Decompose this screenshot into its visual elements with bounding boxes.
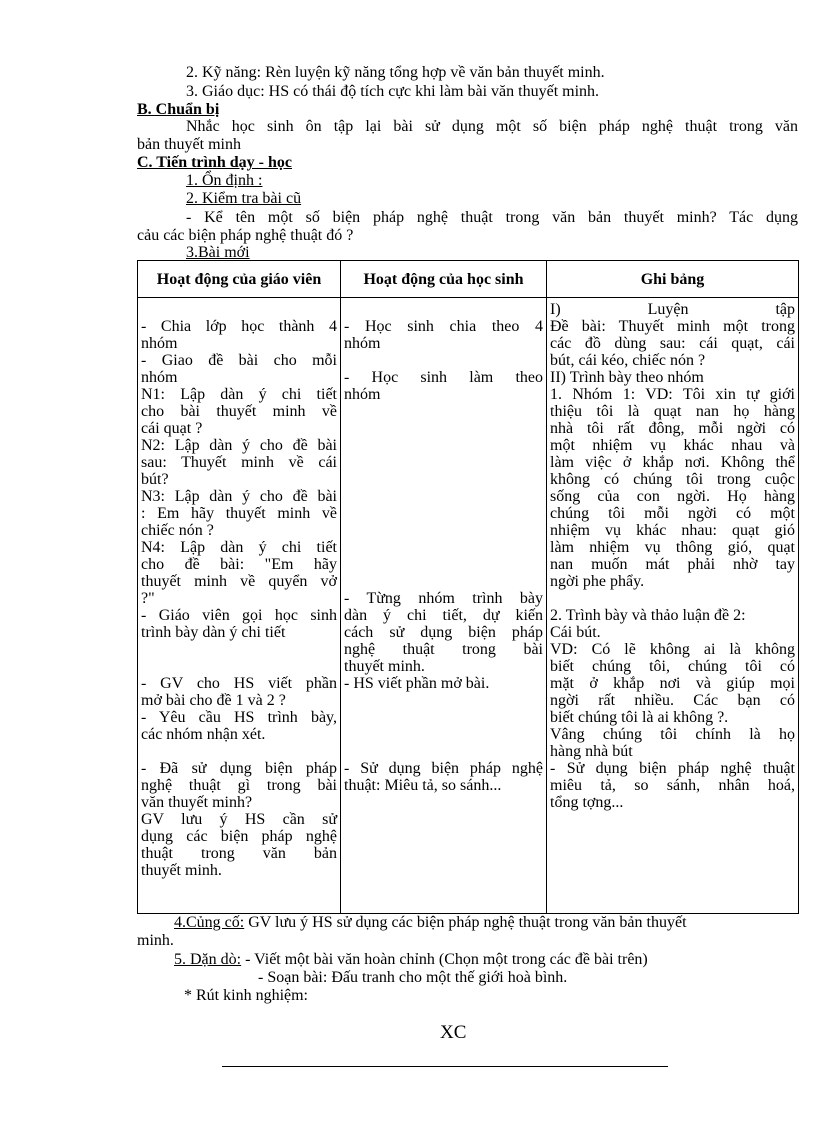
cell-line <box>344 301 543 318</box>
cell-line: - Sử dụng biện pháp nghệ thuật <box>550 760 795 777</box>
homework-label: 5. Dặn dò: <box>174 951 242 968</box>
cell-line: cho bài thuyết minh về <box>141 403 337 420</box>
cell-line: cho đề bài: "Em hãy <box>141 556 337 573</box>
header-teacher: Hoạt động của giáo viên <box>138 261 341 298</box>
cell-line: thiệu tôi là quạt nan họ hàng <box>550 403 795 420</box>
cell-line: dàn ý chi tiết, dự kiến <box>344 607 543 624</box>
header-student: Hoạt động của học sinh <box>341 261 547 298</box>
cell-line: sau: Thuyết minh về cái <box>141 454 337 471</box>
cell-line: ngời rất nhiều. Các bạn có <box>550 692 795 709</box>
section-b-heading: B. Chuẩn bị <box>137 101 220 118</box>
cell-line: làm nhiệm vụ thông gió, quạt <box>550 539 795 556</box>
cell-line: : Em hãy thuyết minh về <box>141 505 337 522</box>
cell-line: trình bày dàn ý chi tiết <box>141 624 286 641</box>
cell-line <box>344 403 543 420</box>
cell-line: Vâng chúng tôi chính là họ <box>550 726 795 743</box>
cell-line: N3: Lập dàn ý cho đề bài <box>141 488 337 505</box>
cell-line <box>344 556 543 573</box>
cell-line: thuật: Miêu tả, so sánh... <box>344 777 502 794</box>
cell-line: - Sử dụng biện pháp nghệ <box>344 760 543 777</box>
cell-line: miêu tả, so sánh, nhân hoá, <box>550 777 795 794</box>
teacher-activities <box>138 298 341 914</box>
cell-line: ?" <box>141 590 155 607</box>
step-3: 3.Bài mới <box>186 244 250 261</box>
cell-line: biết chúng tôi là ai không ?. <box>550 709 729 726</box>
student-activities <box>341 298 547 914</box>
cell-line: không có chúng tôi trong cuộc <box>550 471 795 488</box>
cell-line: bút, cái kéo, chiếc nón ? <box>550 352 706 369</box>
cell-line: 2. Trình bày và thảo luận đề 2: <box>550 607 746 624</box>
cell-line: nan muốn mát phải nhờ tay <box>550 556 795 573</box>
cell-line: - Chia lớp học thành 4 <box>141 318 337 335</box>
homework-2: - Soạn bài: Đấu tranh cho một thế giới hoà bình. <box>258 969 568 986</box>
cell-line: tổng tợng... <box>550 794 624 811</box>
cell-line: - Giáo viên gọi học sinh <box>141 607 337 624</box>
table-body-row <box>138 298 799 914</box>
homework-1: - Viết một bài văn hoàn chỉnh (Chọn một trong các đề bài trên) <box>241 951 648 968</box>
cell-line: - Yêu cầu HS trình bày, <box>141 709 337 726</box>
review-question-1: - Kể tên một số biện pháp nghệ thuật trong văn bản thuyết minh? Tác dụng <box>186 209 798 226</box>
cell-line <box>141 658 337 675</box>
cell-line: VD: Có lẽ không ai là không <box>550 641 795 658</box>
cell-line: cái quạt ? <box>141 420 203 437</box>
cell-line: làm việc ở khắp nơi. Không thể <box>550 454 795 471</box>
cell-line: - Học sinh chia theo 4 <box>344 318 543 335</box>
step-2: 2. Kiểm tra bài cũ <box>186 190 302 207</box>
cell-line: chiếc nón ? <box>141 522 214 539</box>
cell-line: các nhóm nhận xét. <box>141 726 266 743</box>
cell-line: GV lưu ý HS cần sử <box>141 811 337 828</box>
cell-line: sống của con ngời. Họ hàng <box>550 488 795 505</box>
cell-line: ngời phe phẩy. <box>550 573 645 590</box>
cell-line: - Từng nhóm trình bày <box>344 590 543 607</box>
cell-line <box>550 590 795 607</box>
cell-line: bút? <box>141 471 169 488</box>
cell-line: chúng tôi mỗi ngời có một <box>550 505 795 522</box>
xc-mark: XC <box>440 1022 467 1043</box>
cell-line: - GV cho HS viết phần <box>141 675 337 692</box>
consolidate-label: 4.Củng cố: <box>174 914 245 931</box>
cell-line <box>344 420 543 437</box>
homework-line-1 <box>174 951 648 968</box>
cell-line: - Đã sử dụng biện pháp <box>141 760 337 777</box>
cell-line <box>344 488 543 505</box>
cell-line <box>344 505 543 522</box>
cell-line: nhóm <box>344 335 381 352</box>
cell-line: mở bài cho đề 1 và 2 ? <box>141 692 286 709</box>
cell-line: một nhiệm vụ khác nhau và <box>550 437 795 454</box>
cell-line: I) Luyện tập <box>550 301 795 318</box>
cell-line <box>344 352 543 369</box>
cell-line: thuyết minh. <box>141 862 222 879</box>
cell-line <box>344 522 543 539</box>
cell-line <box>141 743 337 760</box>
cell-line: thuyết minh. <box>344 658 425 675</box>
review-question-2: cảu các biện pháp nghệ thuật đó ? <box>137 227 354 244</box>
cell-line <box>344 726 543 743</box>
cell-line <box>344 743 543 760</box>
table-header-row <box>138 261 799 298</box>
cell-line: - Học sinh làm theo <box>344 369 543 386</box>
cell-line: thuật trong văn bản <box>141 845 337 862</box>
cell-line: 1. Nhóm 1: VD: Tôi xin tự giới <box>550 386 795 403</box>
cell-line: N1: Lập dàn ý chi tiết <box>141 386 337 403</box>
cell-line <box>141 641 337 658</box>
section-b-text-2: bản thuyết minh <box>137 136 241 153</box>
experience-label: * Rút kinh nghiệm: <box>184 987 308 1004</box>
cell-line <box>344 454 543 471</box>
consolidate <box>174 914 687 931</box>
cell-line: nhóm <box>344 386 381 403</box>
cell-line: nhóm <box>141 335 178 352</box>
cell-line: nhiệm vụ khác nhau: quạt gió <box>550 522 795 539</box>
section-b-text-1: Nhắc học sinh ôn tập lại bài sử dụng một số biện pháp nghệ thuật trong văn <box>186 118 798 135</box>
cell-line: cách sử dụng biện pháp <box>344 624 543 641</box>
cell-line: - Giao đề bài cho mỗi <box>141 352 337 369</box>
intro-line-1: 2. Kỹ năng: Rèn luyện kỹ năng tổng hợp về văn bản thuyết minh. <box>186 64 605 81</box>
consolidate-text: GV lưu ý HS sử dụng các biện pháp nghệ thuật trong văn bản thuyết <box>244 914 687 931</box>
cell-line: nghệ thuật trong bài <box>344 641 543 658</box>
section-c-heading: C. Tiến trình dạy - học <box>137 154 292 171</box>
cell-line <box>344 437 543 454</box>
cell-line: nhà tôi rất đông, mỗi ngời có <box>550 420 795 437</box>
cell-line: N2: Lập dàn ý cho đề bài <box>141 437 337 454</box>
cell-line: dụng các biện pháp nghệ <box>141 828 337 845</box>
cell-line <box>344 539 543 556</box>
cell-line: mặt ở khắp nơi và giúp mọi <box>550 675 795 692</box>
cell-line: II) Trình bày theo nhóm <box>550 369 704 386</box>
board-notes <box>547 298 799 914</box>
cell-line: nhóm <box>141 369 178 386</box>
cell-line: Đề bài: Thuyết minh một trong <box>550 318 795 335</box>
cell-line: hàng nhà bút <box>550 743 633 760</box>
cell-line: - HS viết phần mở bài. <box>344 675 490 692</box>
cell-line: nghệ thuật gì trong bài <box>141 777 337 794</box>
cell-line <box>141 301 337 318</box>
cell-line: N4: Lập dàn ý chi tiết <box>141 539 337 556</box>
cell-line <box>344 573 543 590</box>
intro-line-2: 3. Giáo dục: HS có thái độ tích cực khi làm bài văn thuyết minh. <box>186 83 600 100</box>
cell-line: biết chúng tôi, chúng tôi có <box>550 658 795 675</box>
cell-line: các đồ dùng sau: cái quạt, cái <box>550 335 795 352</box>
bottom-rule <box>222 1066 668 1067</box>
cell-line <box>344 471 543 488</box>
cell-line <box>344 692 543 709</box>
consolidate-text-2: minh. <box>137 932 174 949</box>
cell-line <box>344 709 543 726</box>
header-board: Ghi bảng <box>547 261 799 298</box>
step-1: 1. Ổn định : <box>186 172 263 189</box>
lesson-table <box>137 260 799 914</box>
cell-line: văn thuyết minh? <box>141 794 253 811</box>
cell-line: Cái bút. <box>550 624 601 641</box>
cell-line: thuyết minh về quyển vở <box>141 573 337 590</box>
